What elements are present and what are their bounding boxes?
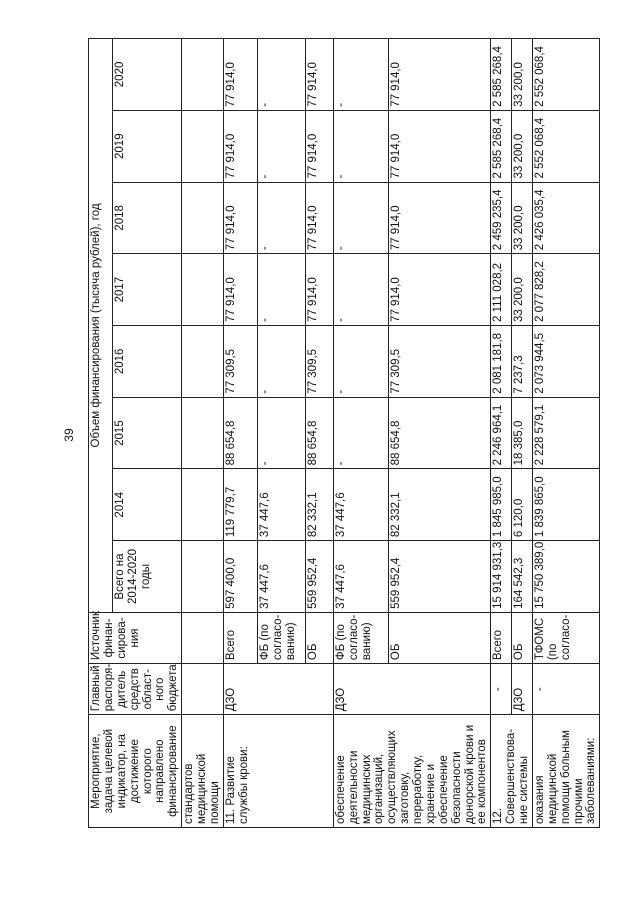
header-year: 2015 [112, 397, 181, 469]
cell-value: 37 447,6 [333, 541, 388, 613]
cell-source: ФБ (по согласо-ванию) [333, 612, 388, 663]
header-year: 2018 [112, 182, 181, 254]
cell-value: 1 845 985,0 [491, 469, 512, 541]
cell-value: 2 552 068,4 [532, 39, 599, 111]
header-year: 2014 [112, 469, 181, 541]
header-year: 2019 [112, 110, 181, 182]
cell-value: 6 120,0 [512, 469, 533, 541]
cell-manager: ДЗО [223, 664, 333, 715]
cell-source: ОБ [388, 612, 491, 663]
table-row [182, 39, 224, 828]
cell-value [182, 469, 224, 541]
cell-value: 2 111 028,2 [491, 254, 512, 326]
cell-value: 77 914,0 [223, 182, 257, 254]
header-financing-group: Объем финансирования (тысяча рублей), год [89, 39, 113, 613]
cell-source: Всего [223, 612, 257, 663]
cell-value: - [257, 254, 305, 326]
cell-value [182, 254, 224, 326]
cell-value: - [257, 39, 305, 111]
cell-value [182, 325, 224, 397]
cell-event: стандартов медицинской помощи [182, 715, 224, 828]
header-total: Всего на 2014-2020 годы [112, 541, 181, 613]
cell-value: 88 654,8 [223, 397, 257, 469]
header-source: Источник финан-сирова-ния [89, 612, 182, 663]
cell-value: - [333, 39, 388, 111]
cell-value: - [257, 110, 305, 182]
cell-event: обеспечение деятельности медицинских организаций, осуществляющих заготовку, переработку, хранение и обеспечение безопасности донорской крови и ее компонентов [333, 715, 491, 828]
cell-value: 37 447,6 [333, 469, 388, 541]
cell-value: 77 309,5 [388, 325, 491, 397]
header-year: 2017 [112, 254, 181, 326]
cell-value: 77 914,0 [305, 39, 333, 111]
cell-value: 2 228 579,1 [532, 397, 599, 469]
cell-value [182, 397, 224, 469]
cell-value: 77 914,0 [388, 110, 491, 182]
cell-value: 2 552 068,4 [532, 110, 599, 182]
cell-value: - [257, 397, 305, 469]
cell-source: ТФОМС (по согласо- [532, 612, 599, 663]
cell-value: 33 200,0 [512, 39, 533, 111]
cell-value: 18 385,0 [512, 397, 533, 469]
cell-value: 88 654,8 [388, 397, 491, 469]
rotated-table-container [88, 38, 598, 828]
cell-event: 12. Совершенствова-ние системы [491, 715, 533, 828]
header-event: Мероприятие, задача целевой индикатор, на достижение которого направлено финансирование [89, 715, 182, 828]
cell-value: - [333, 110, 388, 182]
cell-value: 77 914,0 [388, 182, 491, 254]
header-year: 2020 [112, 39, 181, 111]
cell-manager: - [491, 664, 512, 715]
cell-value: 77 914,0 [223, 254, 257, 326]
header-manager: Главный распоря-дитель средств област-ного бюджета [89, 664, 182, 715]
cell-value [182, 541, 224, 613]
cell-value: 164 542,3 [512, 541, 533, 613]
cell-manager: ДЗО [512, 664, 533, 715]
table-row [223, 39, 257, 828]
cell-value: 7 237,3 [512, 325, 533, 397]
cell-manager [182, 664, 224, 715]
table-row [512, 39, 533, 828]
cell-value [182, 39, 224, 111]
cell-value: 77 914,0 [223, 39, 257, 111]
cell-value [182, 182, 224, 254]
cell-event: 11. Развитие службы крови: [223, 715, 333, 828]
cell-value: 37 447,6 [257, 541, 305, 613]
cell-value: 82 332,1 [388, 469, 491, 541]
cell-value: 77 914,0 [305, 182, 333, 254]
cell-value: 2 585 268,4 [491, 39, 512, 111]
cell-value: 15 914 931,3 [491, 541, 512, 613]
cell-value: 33 200,0 [512, 182, 533, 254]
cell-value: 77 914,0 [305, 110, 333, 182]
table-row [333, 39, 388, 828]
cell-value: - [257, 182, 305, 254]
cell-value: 77 914,0 [223, 110, 257, 182]
page-number: 39 [62, 428, 76, 442]
financing-table [88, 38, 600, 828]
cell-value: 33 200,0 [512, 110, 533, 182]
cell-value: 2 073 944,5 [532, 325, 599, 397]
cell-value: - [333, 325, 388, 397]
cell-value: 559 952,4 [388, 541, 491, 613]
table-row [532, 39, 599, 828]
cell-value: - [333, 182, 388, 254]
cell-value [182, 110, 224, 182]
cell-value: 559 952,4 [305, 541, 333, 613]
cell-value: 1 839 865,0 [532, 469, 599, 541]
cell-value: 2 246 964,1 [491, 397, 512, 469]
cell-event: оказания медицинской помощи больным прочими заболеваниями: [532, 715, 599, 828]
cell-value: - [333, 254, 388, 326]
cell-value: 77 914,0 [388, 254, 491, 326]
cell-value: - [333, 397, 388, 469]
cell-value: 2 585 268,4 [491, 110, 512, 182]
cell-source: ОБ [305, 612, 333, 663]
cell-value: 88 654,8 [305, 397, 333, 469]
cell-source: Всего [491, 612, 512, 663]
cell-value: 597 400,0 [223, 541, 257, 613]
cell-value: 2 081 181,8 [491, 325, 512, 397]
cell-value: 15 750 389,0 [532, 541, 599, 613]
cell-value: 119 779,7 [223, 469, 257, 541]
cell-value: 2 459 235,4 [491, 182, 512, 254]
cell-value: 77 914,0 [388, 39, 491, 111]
cell-source: ОБ [512, 612, 533, 663]
cell-value: 2 077 828,2 [532, 254, 599, 326]
cell-value: 82 332,1 [305, 469, 333, 541]
cell-value: 77 914,0 [305, 254, 333, 326]
cell-value: 2 426 035,4 [532, 182, 599, 254]
cell-value: 33 200,0 [512, 254, 533, 326]
cell-value: 77 309,5 [305, 325, 333, 397]
table-row [491, 39, 512, 828]
cell-manager: - [532, 664, 599, 715]
header-year: 2016 [112, 325, 181, 397]
cell-value: - [257, 325, 305, 397]
cell-value: 77 309,5 [223, 325, 257, 397]
cell-manager: ДЗО [333, 664, 491, 715]
cell-source [182, 612, 224, 663]
cell-source: ФБ (по согласо-ванию) [257, 612, 305, 663]
cell-value: 37 447,6 [257, 469, 305, 541]
